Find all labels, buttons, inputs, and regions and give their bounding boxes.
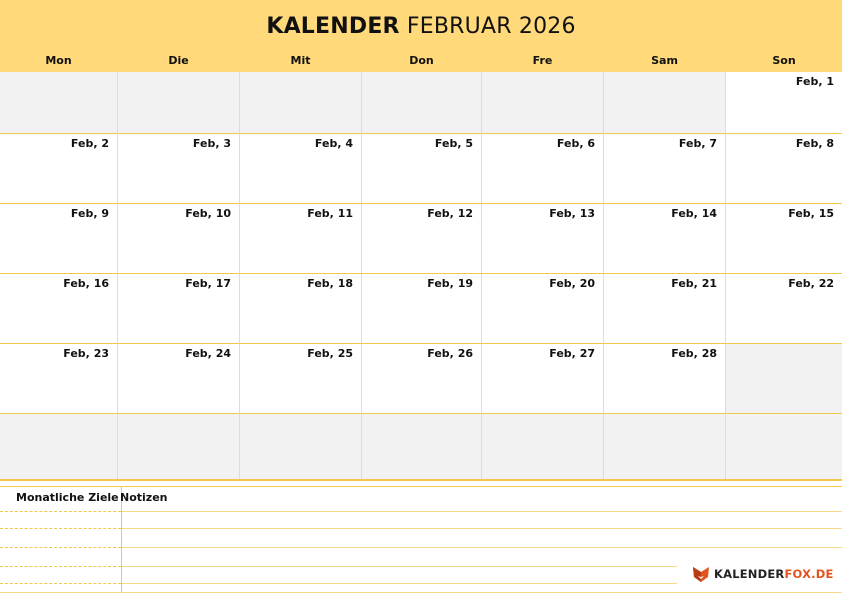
day-cell[interactable] (604, 414, 726, 480)
calendar-grid (0, 72, 842, 480)
logo-text (714, 567, 834, 581)
weekday-mon: Mon (45, 54, 72, 67)
date-label: Feb, 25 (307, 347, 353, 360)
logo-text-main: KALENDER (714, 567, 785, 581)
day-cell[interactable] (362, 204, 482, 274)
notes-line (122, 566, 677, 567)
notes-label: Notizen (120, 491, 168, 504)
day-cell[interactable] (240, 72, 362, 134)
title-month: FEBRUAR 2026 (406, 14, 576, 39)
day-cell[interactable] (362, 134, 482, 204)
day-cell[interactable] (0, 344, 118, 414)
notes-top-rule (0, 486, 842, 487)
logo-text-accent: FOX.DE (784, 567, 834, 581)
day-cell[interactable] (482, 274, 604, 344)
day-cell[interactable] (726, 414, 842, 480)
date-label: Feb, 22 (788, 277, 834, 290)
day-cell[interactable] (240, 414, 362, 480)
day-cell[interactable] (482, 204, 604, 274)
fox-logo-icon (692, 565, 710, 583)
grid-bottom-rule (0, 479, 842, 481)
date-label: Feb, 2 (70, 137, 109, 150)
weekday-sam: Sam (651, 54, 678, 67)
calendar-header (0, 0, 842, 72)
day-cell[interactable] (362, 274, 482, 344)
weekday-don: Don (409, 54, 434, 67)
day-cell[interactable] (118, 204, 240, 274)
day-cell[interactable] (726, 72, 842, 134)
day-cell[interactable] (726, 344, 842, 414)
day-cell[interactable] (362, 414, 482, 480)
day-cell[interactable] (0, 274, 118, 344)
day-cell[interactable] (604, 274, 726, 344)
day-cell[interactable] (482, 134, 604, 204)
date-label: Feb, 10 (185, 207, 231, 220)
calendar-title (0, 14, 842, 39)
notes-line (122, 583, 677, 584)
kalenderfox-logo[interactable] (692, 565, 834, 583)
date-label: Feb, 16 (63, 277, 109, 290)
notes-line (122, 528, 842, 529)
monthly-goals-label: Monatliche Ziele (16, 491, 119, 504)
date-label: Feb, 26 (427, 347, 473, 360)
date-label: Feb, 3 (192, 137, 231, 150)
notes-line (122, 547, 842, 548)
goals-line (0, 566, 121, 567)
day-cell[interactable] (604, 134, 726, 204)
day-cell[interactable] (482, 72, 604, 134)
weekday-die: Die (168, 54, 189, 67)
day-cell[interactable] (726, 134, 842, 204)
day-cell[interactable] (0, 204, 118, 274)
day-cell[interactable] (604, 344, 726, 414)
day-cell[interactable] (240, 344, 362, 414)
date-label: Feb, 9 (70, 207, 109, 220)
date-label: Feb, 23 (63, 347, 109, 360)
date-label: Feb, 4 (314, 137, 353, 150)
day-cell[interactable] (0, 414, 118, 480)
date-label: Feb, 28 (671, 347, 717, 360)
date-label: Feb, 15 (788, 207, 834, 220)
day-cell[interactable] (118, 72, 240, 134)
day-cell[interactable] (726, 274, 842, 344)
weekday-fre: Fre (532, 54, 553, 67)
goals-line (0, 511, 121, 512)
goals-line (0, 583, 121, 584)
date-label: Feb, 20 (549, 277, 595, 290)
date-label: Feb, 17 (185, 277, 231, 290)
day-cell[interactable] (240, 204, 362, 274)
day-cell[interactable] (482, 414, 604, 480)
date-label: Feb, 7 (678, 137, 717, 150)
day-cell[interactable] (604, 204, 726, 274)
day-cell[interactable] (118, 344, 240, 414)
day-cell[interactable] (240, 134, 362, 204)
day-cell[interactable] (362, 344, 482, 414)
day-cell[interactable] (118, 274, 240, 344)
date-label: Feb, 5 (434, 137, 473, 150)
title-bold: KALENDER (266, 14, 400, 39)
goals-line (0, 528, 121, 529)
weekday-mit: Mit (290, 54, 311, 67)
day-cell[interactable] (118, 134, 240, 204)
notes-line (122, 511, 842, 512)
day-cell[interactable] (0, 72, 118, 134)
day-cell[interactable] (118, 414, 240, 480)
date-label: Feb, 18 (307, 277, 353, 290)
goals-line (0, 547, 121, 548)
date-label: Feb, 6 (556, 137, 595, 150)
day-cell[interactable] (240, 274, 362, 344)
date-label: Feb, 8 (795, 137, 834, 150)
date-label: Feb, 27 (549, 347, 595, 360)
date-label: Feb, 19 (427, 277, 473, 290)
date-label: Feb, 11 (307, 207, 353, 220)
date-label: Feb, 24 (185, 347, 231, 360)
day-cell[interactable] (482, 344, 604, 414)
weekday-son: Son (772, 54, 796, 67)
date-label: Feb, 1 (795, 75, 834, 88)
day-cell[interactable] (0, 134, 118, 204)
date-label: Feb, 13 (549, 207, 595, 220)
date-label: Feb, 12 (427, 207, 473, 220)
day-cell[interactable] (362, 72, 482, 134)
day-cell[interactable] (604, 72, 726, 134)
date-label: Feb, 21 (671, 277, 717, 290)
day-cell[interactable] (726, 204, 842, 274)
date-label: Feb, 14 (671, 207, 717, 220)
notes-bottom-line (0, 592, 842, 593)
